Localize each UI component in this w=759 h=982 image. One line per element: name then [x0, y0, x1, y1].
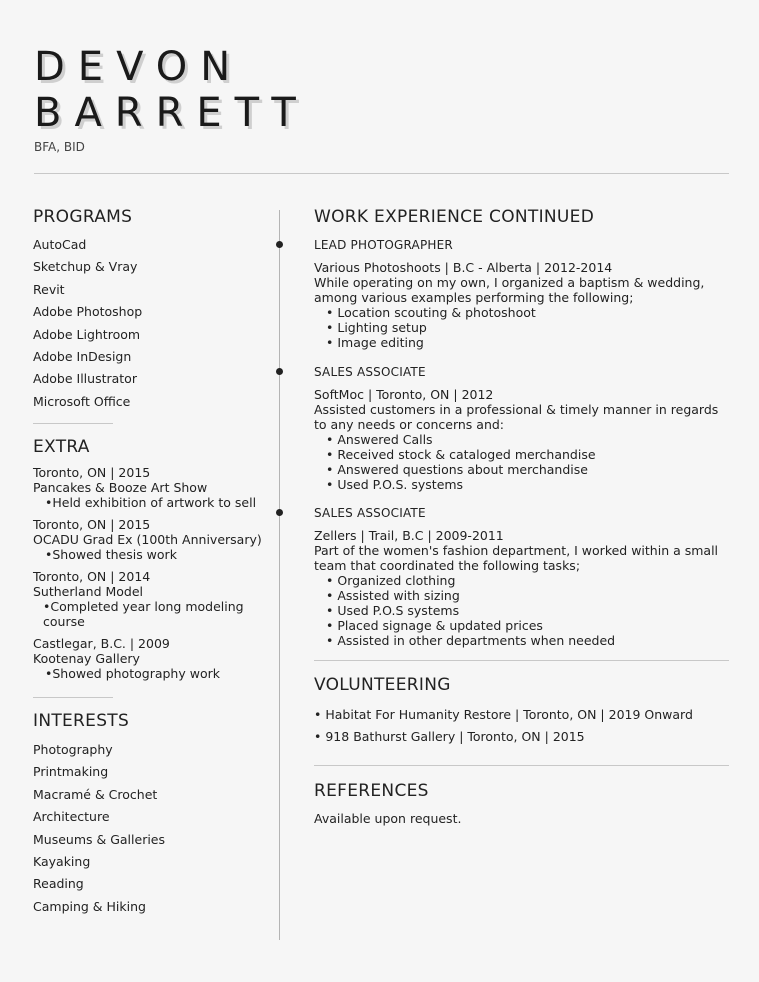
extra-location: Toronto, ON | 2015	[33, 465, 151, 480]
list-item: Architecture	[33, 809, 110, 825]
header-divider	[34, 173, 729, 174]
volunteering-title: VOLUNTEERING	[314, 675, 451, 695]
timeline-dot	[276, 368, 283, 375]
list-item: Revit	[33, 281, 65, 297]
job-description: Part of the women's fashion department, I worked within a small team that coordinated the following tasks;	[314, 543, 719, 573]
section-divider	[314, 765, 729, 766]
list-item: • Location scouting & photoshoot	[326, 305, 734, 320]
extra-location: Castlegar, B.C. | 2009	[33, 636, 170, 651]
extra-event: Kootenay Gallery	[33, 651, 140, 666]
job-meta: Various Photoshoots | B.C - Alberta | 2012-2014	[314, 260, 613, 275]
list-item: Reading	[33, 876, 84, 892]
job-title: SALES ASSOCIATE	[314, 365, 426, 379]
list-item: Museums & Galleries	[33, 831, 166, 847]
extra-bullet: •Showed photography work	[45, 666, 220, 681]
programs-section	[33, 207, 263, 413]
list-item: AutoCad	[33, 237, 87, 252]
list-item: Macramé & Crochet	[33, 786, 158, 802]
extra-location: Toronto, ON | 2015	[33, 517, 151, 532]
job-title: SALES ASSOCIATE	[314, 506, 426, 520]
timeline-dot	[276, 241, 283, 248]
job-description: Assisted customers in a professional & timely manner in regards to any needs or concerns and:	[314, 402, 719, 432]
programs-title: PROGRAMS	[33, 207, 133, 227]
extra-bullet: •Showed thesis work	[45, 547, 177, 562]
list-item: • Used P.O.S systems	[326, 603, 734, 618]
programs-list	[33, 234, 263, 413]
credentials: BFA, BID	[34, 140, 85, 154]
extra-item	[33, 517, 263, 562]
interests-list	[33, 739, 263, 918]
work-title: WORK EXPERIENCE CONTINUED	[314, 207, 595, 227]
interests-section	[33, 711, 263, 918]
job-entry	[314, 238, 734, 350]
job-meta: SoftMoc | Toronto, ON | 2012	[314, 387, 494, 402]
interests-title: INTERESTS	[33, 711, 130, 731]
timeline-dot	[276, 509, 283, 516]
list-item: Microsoft Office	[33, 393, 131, 409]
list-item: Adobe InDesign	[33, 349, 132, 365]
extra-item	[33, 569, 263, 629]
extra-event: Sutherland Model	[33, 584, 144, 599]
list-item: Printmaking	[33, 764, 109, 780]
list-item: • Answered Calls	[326, 432, 734, 447]
list-item: Sketchup & Vray	[33, 259, 138, 275]
timeline-line	[279, 210, 280, 940]
list-item: • 918 Bathurst Gallery | Toronto, ON | 2015	[314, 726, 734, 748]
extra-section	[33, 437, 263, 457]
job-entry	[314, 365, 734, 492]
references-title: REFERENCES	[314, 781, 429, 801]
list-item: • Organized clothing	[326, 573, 734, 588]
list-item: Kayaking	[33, 854, 91, 870]
list-item: Adobe Photoshop	[33, 304, 143, 320]
list-item: • Lighting setup	[326, 320, 734, 335]
references-section	[314, 781, 734, 801]
list-item: • Image editing	[326, 335, 734, 350]
list-item: • Habitat For Humanity Restore | Toronto, ON | 2019 Onward	[314, 704, 734, 726]
job-bullets	[314, 573, 734, 648]
job-bullets	[314, 305, 734, 350]
volunteering-list	[314, 704, 734, 749]
list-item: • Received stock & cataloged merchandise	[326, 447, 734, 462]
volunteering-section	[314, 675, 734, 695]
list-item: • Placed signage & updated prices	[326, 618, 734, 633]
extra-item	[33, 636, 263, 681]
references-text: Available upon request.	[314, 811, 462, 826]
extra-event: Pancakes & Booze Art Show	[33, 480, 208, 495]
extra-bullet: •Completed year long modeling course	[43, 599, 244, 629]
list-item: Adobe Illustrator	[33, 371, 137, 387]
job-meta: Zellers | Trail, B.C | 2009-2011	[314, 528, 504, 543]
job-bullets	[314, 432, 734, 492]
job-entry	[314, 506, 734, 648]
extra-item	[33, 465, 263, 510]
job-title: LEAD PHOTOGRAPHER	[314, 238, 453, 252]
section-divider	[33, 423, 113, 424]
last-name: BARRETT	[34, 90, 309, 136]
section-divider	[314, 660, 729, 661]
list-item: Camping & Hiking	[33, 898, 146, 914]
list-item: Photography	[33, 742, 113, 757]
list-item: • Assisted in other departments when needed	[326, 633, 734, 648]
list-item: Adobe Lightroom	[33, 326, 141, 342]
extra-location: Toronto, ON | 2014	[33, 569, 151, 584]
section-divider	[33, 697, 113, 698]
list-item: • Assisted with sizing	[326, 588, 734, 603]
first-name: DEVON	[34, 44, 244, 90]
list-item: • Used P.O.S. systems	[326, 477, 734, 492]
extra-title: EXTRA	[33, 437, 90, 457]
job-description: While operating on my own, I organized a baptism & wedding, among various examples performing the following;	[314, 275, 705, 305]
work-section	[314, 207, 734, 227]
list-item: • Answered questions about merchandise	[326, 462, 734, 477]
extra-event: OCADU Grad Ex (100th Anniversary)	[33, 532, 262, 547]
extra-bullet: •Held exhibition of artwork to sell	[45, 495, 257, 510]
